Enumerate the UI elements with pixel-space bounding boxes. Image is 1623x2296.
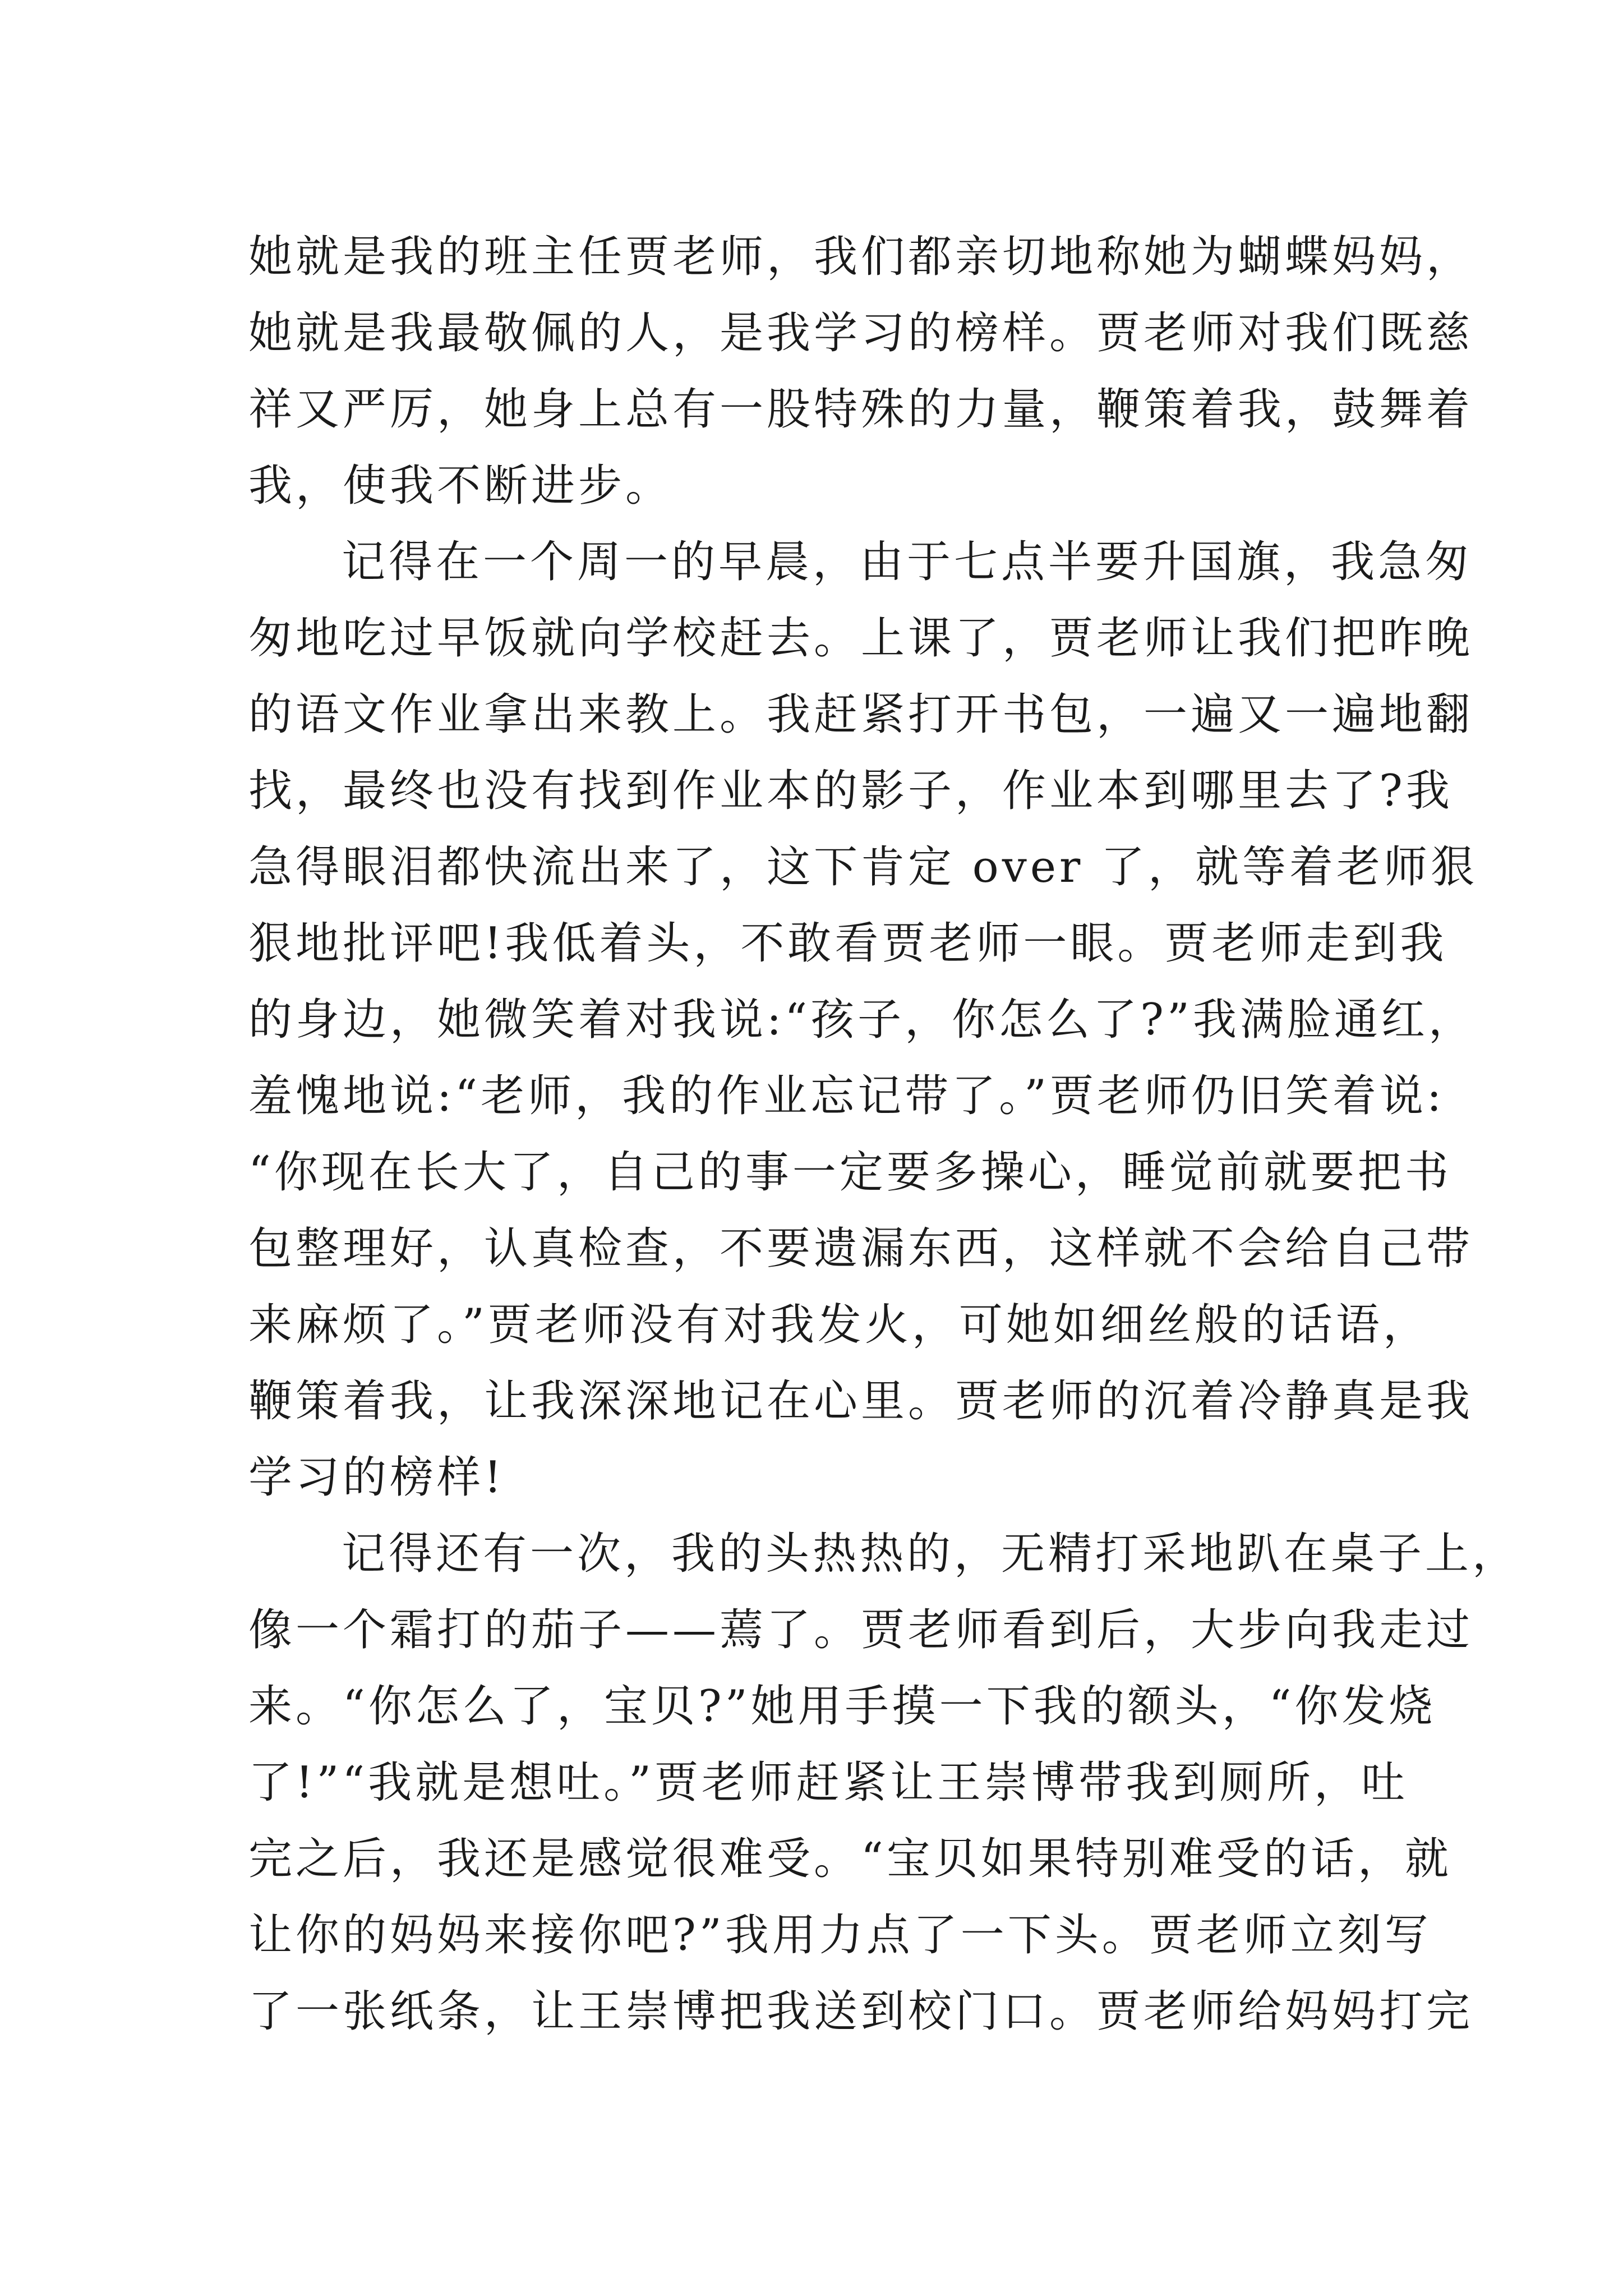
text-line: 找，最终也没有找到作业本的影子，作业本到哪里去了?我 (248, 766, 1453, 816)
text-line: 鞭策着我，让我深深地记在心里。贾老师的沉着冷静真是我 (248, 1376, 1474, 1427)
text-line: 羞愧地说:“老师，我的作业忘记带了。”贾老师仍旧笑着说: (248, 1071, 1445, 1121)
text-line: 她就是我最敬佩的人，是我学习的榜样。贾老师对我们既慈 (248, 308, 1474, 358)
text-line: 学习的榜样! (248, 1452, 505, 1503)
text-line: 她就是我的班主任贾老师，我们都亲切地称她为蝴蝶妈妈， (248, 232, 1474, 282)
text-line: 匆地吃过早饭就向学校赶去。上课了，贾老师让我们把昨晚 (248, 613, 1474, 664)
text-line: 急得眼泪都快流出来了，这下肯定 over 了，就等着老师狠 (248, 842, 1478, 892)
text-line: 包整理好，认真检查，不要遗漏东西，这样就不会给自己带 (248, 1223, 1474, 1274)
text-line: “你现在长大了，自己的事一定要多操心，睡觉前就要把书 (248, 1147, 1452, 1198)
essay-body (248, 219, 1520, 2050)
text-line: 了!”“我就是想吐。”贾老师赶紧让王崇博带我到厕所，吐 (248, 1757, 1408, 1808)
text-line: 完之后，我还是感觉很难受。“宝贝如果特别难受的话，就 (248, 1834, 1452, 1884)
text-line: 了一张纸条，让王崇博把我送到校门口。贾老师给妈妈打完 (248, 1986, 1474, 2037)
text-line: 来。“你怎么了，宝贝?”她用手摸一下我的额头，“你发烧 (248, 1681, 1436, 1732)
text-line: 来麻烦了。”贾老师没有对我发火，可她如细丝般的话语， (248, 1300, 1430, 1350)
text-line: 的身边，她微笑着对我说:“孩子，你怎么了?”我满脸通红， (248, 995, 1476, 1045)
text-line: 让你的妈妈来接你吧?”我用力点了一下头。贾老师立刻写 (248, 1910, 1432, 1961)
text-line: 像一个霜打的茄子——蔫了。贾老师看到后，大步向我走过 (248, 1605, 1474, 1655)
paragraph-first-line: 记得在一个周一的早晨，由于七点半要升国旗，我急匆 (342, 537, 1473, 587)
text-line: 的语文作业拿出来教上。我赶紧打开书包，一遍又一遍地翻 (248, 689, 1474, 740)
text-line: 祥又严厉，她身上总有一股特殊的力量，鞭策着我，鼓舞着 (248, 384, 1474, 435)
paragraph-first-line: 记得还有一次，我的头热热的，无精打采地趴在桌子上， (342, 1529, 1520, 1579)
text-line: 狠地批评吧!我低着头，不敢看贾老师一眼。贾老师走到我 (248, 918, 1447, 969)
text-line: 我，使我不断进步。 (248, 461, 673, 511)
